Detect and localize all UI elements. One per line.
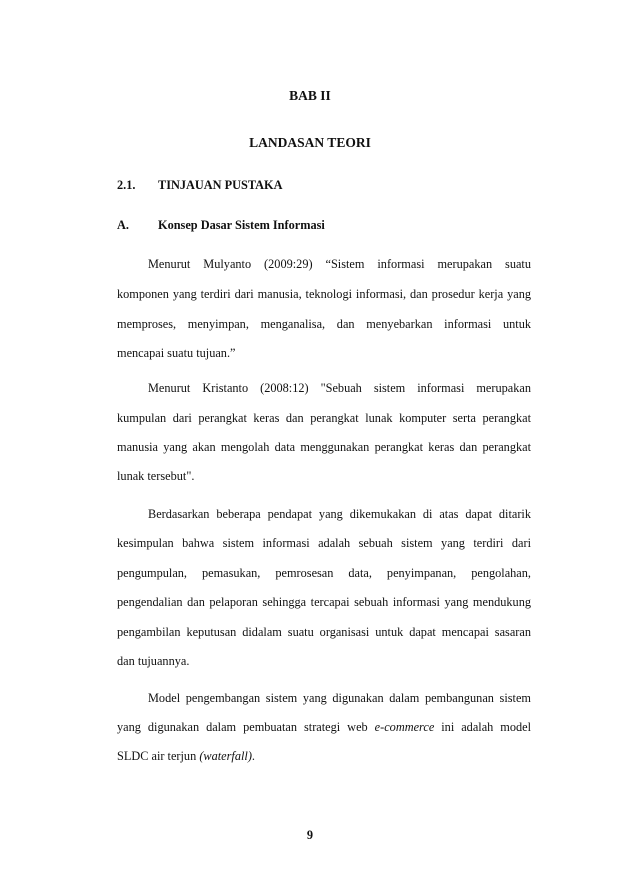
paragraph-4-text: ini adalah model: [434, 720, 532, 734]
subsection-label: A.: [117, 218, 129, 232]
paragraph-4-line: [117, 719, 531, 735]
paragraph-3-line: pengendalian dan pelaporan sehingga tercapai sebuah informasi yang mendukung: [117, 595, 531, 609]
paragraph-4-text: SLDC air terjun: [117, 749, 200, 763]
subsection-title: Konsep Dasar Sistem Informasi: [158, 218, 325, 232]
paragraph-4-line: [117, 748, 255, 764]
paragraph-2-line: Menurut Kristanto (2008:12) "Sebuah sistem informasi merupakan: [148, 381, 531, 395]
paragraph-2-line: kumpulan dari perangkat keras dan perangkat lunak komputer serta perangkat: [117, 411, 531, 425]
paragraph-4-text: .: [251, 749, 255, 763]
section-title: TINJAUAN PUSTAKA: [158, 178, 283, 192]
paragraph-3-line: pengambilan keputusan didalam suatu organisasi untuk dapat mencapai sasaran: [117, 625, 531, 639]
paragraph-2-line: manusia yang akan mengolah data menggunakan perangkat keras dan perangkat: [117, 440, 531, 454]
paragraph-3-line: kesimpulan bahwa sistem informasi adalah sebuah sistem yang terdiri dari: [117, 536, 531, 550]
paragraph-4-text: yang digunakan dalam pembuatan strategi web: [117, 720, 375, 734]
paragraph-3-line: pengumpulan, pemasukan, pemrosesan data, penyimpanan, pengolahan,: [117, 566, 531, 580]
chapter-title: LANDASAN TEORI: [249, 135, 371, 150]
paragraph-2-line: lunak tersebut".: [117, 469, 195, 483]
paragraph-1-line: komponen yang terdiri dari manusia, teknologi informasi, dan prosedur kerja yang: [117, 287, 531, 301]
paragraph-1-line: memproses, menyimpan, menganalisa, dan menyebarkan informasi untuk: [117, 317, 531, 331]
chapter-number: BAB II: [289, 88, 331, 103]
page-number: 9: [306, 828, 314, 842]
paragraph-1-line: Menurut Mulyanto (2009:29) “Sistem informasi merupakan suatu: [148, 257, 531, 271]
paragraph-1-line: mencapai suatu tujuan.”: [117, 346, 236, 360]
paragraph-4-line: Model pengembangan sistem yang digunakan dalam pembangunan sistem: [148, 691, 531, 705]
section-number: 2.1.: [117, 178, 136, 192]
paragraph-3-line: Berdasarkan beberapa pendapat yang dikemukakan di atas dapat ditarik: [148, 507, 531, 521]
paragraph-3-line: dan tujuannya.: [117, 654, 190, 668]
paragraph-4-italic-term: e-commerce: [374, 720, 435, 734]
paragraph-4-italic-term: (waterfall): [199, 749, 252, 763]
